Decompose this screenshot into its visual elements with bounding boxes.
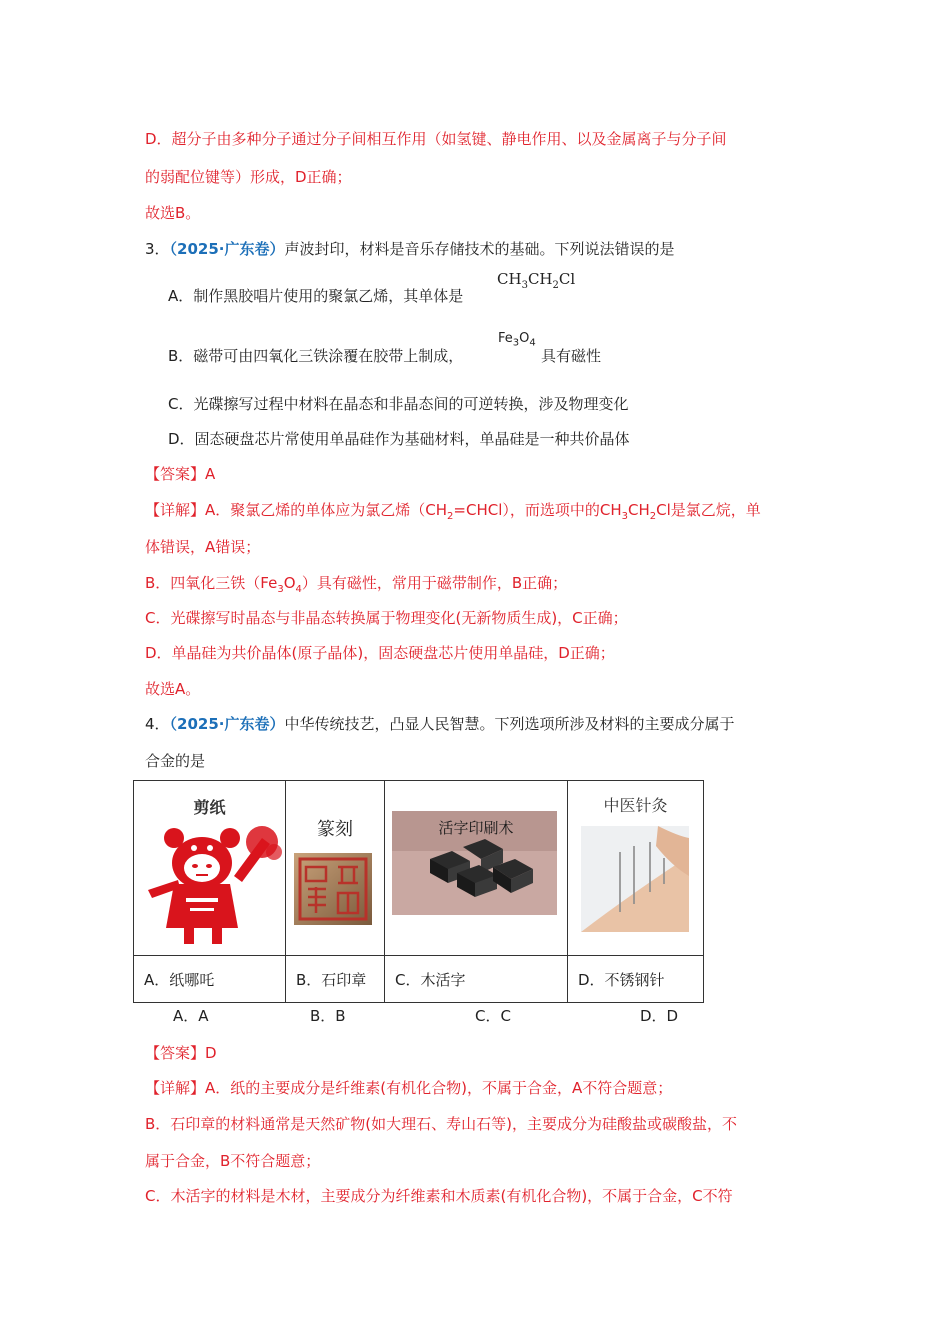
q3-option-d: D．固态硬盘芯片常使用单晶硅作为基础材料，单晶硅是一种共价晶体: [168, 430, 630, 448]
q3-explain-c: C．光碟擦写时晶态与非晶态转换属于物理变化(无新物质生成)，C正确；: [145, 609, 628, 627]
image-cell-seal: [286, 781, 385, 956]
q4-stem-line2: 合金的是: [145, 752, 206, 770]
q3-conclusion: 故选A。: [145, 680, 201, 698]
label-a: A．纸哪吒: [134, 956, 286, 1003]
prev-conclusion: 故选B。: [145, 204, 201, 222]
q4-explain-c-line1: C．木活字的材料是木材，主要成分为纤维素和木质素(有机化合物)，不属于合金，C不符: [145, 1187, 733, 1205]
q3-option-b-tail: 具有磁性: [541, 347, 602, 365]
label-d: D．不锈钢针: [568, 956, 704, 1003]
caption-acupuncture: 中医针灸: [603, 796, 668, 815]
q4-explain-b-line2: 属于合金，B不符合题意；: [145, 1152, 321, 1170]
q3-answer: 【答案】A: [145, 465, 216, 483]
q3-option-a: [168, 285, 463, 306]
q3-explain-a-line1: 【详解】A．聚氯乙烯的单体应为氯乙烯$(CH_2=CHCl)$，而选项中的$CH_3CH_2Cl$是氯乙烷，单: [145, 501, 761, 522]
image-cell-acupuncture: [568, 781, 704, 956]
q4-number: 4．: [145, 715, 170, 733]
q3-source: （2025·广东卷）: [169, 240, 285, 258]
wooden-type-blocks-icon: [385, 781, 567, 951]
q4-choice-b: B．B: [310, 1007, 346, 1025]
caption-type: 活字印刷术: [438, 819, 514, 837]
q4-explain-a: 【详解】A．纸的主要成分是纤维素(有机化合物)，不属于合金，A不符合题意；: [145, 1079, 673, 1097]
q3-explain-b: B．四氧化三铁$(Fe_3O_4)$具有磁性，常用于磁带制作，B正确；: [145, 574, 568, 595]
acupuncture-needles-icon: [568, 816, 703, 936]
q4-explain-b-line1: B．石印章的材料通常是天然矿物(如大理石、寿山石等)，主要成分为硅酸盐或碳酸盐，不: [145, 1115, 737, 1133]
q4-answer: 【答案】D: [145, 1044, 217, 1062]
prev-explain-d-line2: 的弱配位键等）形成，D正确；: [145, 168, 352, 186]
label-c: C．木活字: [385, 956, 568, 1003]
q4-source: （2025·广东卷）: [169, 715, 285, 733]
q3-explain-a-line2: 体错误，A错误；: [145, 538, 261, 556]
paper-cut-figure-icon: [134, 818, 285, 948]
q3-option-b: [168, 345, 463, 366]
q3-stem: [145, 238, 675, 259]
q3-stem-text: 声波封印，材料是音乐存储技术的基础。下列说法错误的是: [284, 240, 675, 258]
q3-explain-d: D．单晶硅为共价晶体(原子晶体)，固态硬盘芯片使用单晶硅，D正确；: [145, 644, 615, 662]
q3-option-a-text: A．制作黑胶唱片使用的聚氯乙烯，其单体是: [168, 287, 464, 305]
q4-stem-line1: [145, 713, 735, 734]
q4-choice-c: C．C: [475, 1007, 511, 1025]
q3-option-c: C．光碟擦写过程中材料在晶态和非晶态间的可逆转换，涉及物理变化: [168, 395, 629, 413]
prev-explain-d-line1: D．超分子由多种分子通过分子间相互作用（如氢键、静电作用、以及金属离子与分子间: [145, 130, 727, 148]
q3-number: 3．: [145, 240, 170, 258]
q4-stem-text: 中华传统技艺，凸显人民智慧。下列选项所涉及材料的主要成分属于: [284, 715, 735, 733]
q4-choice-a: A．A: [173, 1007, 209, 1025]
image-cell-type: [385, 781, 568, 956]
image-cell-paper-cut: [134, 781, 286, 956]
q3-option-a-formula: $CH_3CH_2Cl$: [497, 270, 576, 291]
stone-seal-icon: [286, 849, 384, 929]
caption-paper-cut: 剪纸: [193, 798, 226, 817]
q3-option-b-text: B．磁带可由四氧化三铁涂覆在胶带上制成，: [168, 347, 464, 365]
q3-option-b-formula: $Fe_3O_4$: [498, 331, 536, 349]
q4-choice-d: D．D: [640, 1007, 679, 1025]
label-b: B．石印章: [286, 956, 385, 1003]
q4-material-table: [133, 780, 704, 1003]
caption-seal: 篆刻: [317, 819, 353, 840]
